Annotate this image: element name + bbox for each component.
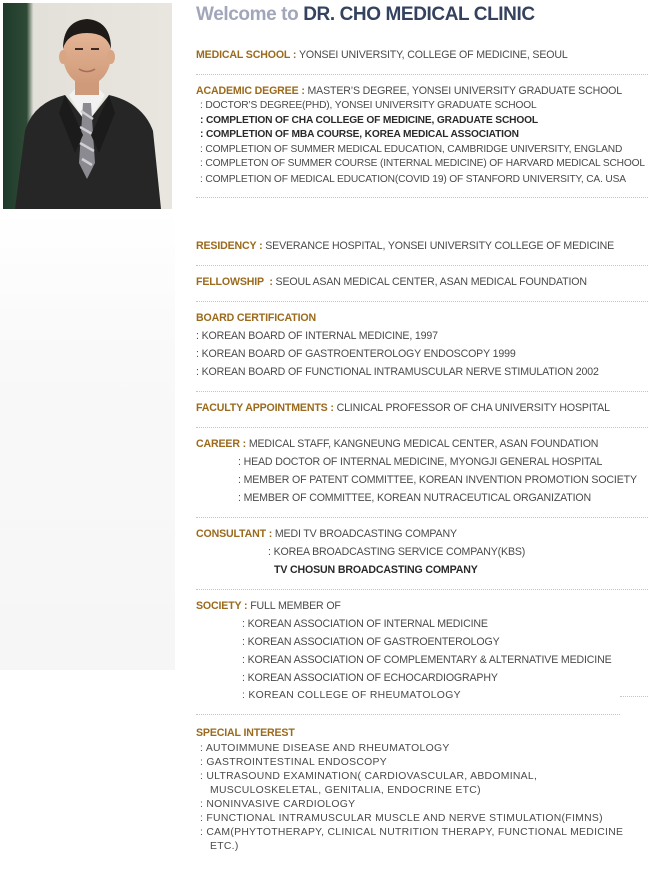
career-section: CAREER : MEDICAL STAFF, KANGNEUNG MEDICAL CENTER, ASAN FOUNDATION : HEAD DOCTOR OF INTERNAL MEDICINE, MYONGJI GENERAL HOSPITAL : MEMBER OF PATENT COMMITTEE, KOREAN INVENTION PROMOTION SOCIETY : MEMBER OF COMMITTEE, KOREAN NUTRACEUTICAL ORGANIZATION	[196, 435, 648, 507]
special-interest-item: FUNCTIONAL INTRAMUSCULAR MUSCLE AND NERVE STIMULATION(FIMNS)	[206, 813, 603, 824]
career-item: MEMBER OF PATENT COMMITTEE, KOREAN INVENTION PROMOTION SOCIETY	[243, 474, 637, 486]
section-divider	[196, 714, 620, 715]
board-certification-label: BOARD CERTIFICATION	[196, 312, 316, 324]
faculty-text: CLINICAL PROFESSOR OF CHA UNIVERSITY HOSPITAL	[336, 402, 610, 414]
medical-school-text: YONSEI UNIVERSITY, COLLEGE OF MEDICINE, SEOUL	[299, 49, 568, 61]
doctor-portrait-photo	[3, 3, 172, 209]
consultant-first: MEDI TV BROADCASTING COMPANY	[274, 528, 457, 540]
society-label: SOCIETY	[196, 600, 242, 612]
consultant-second: KOREA BROADCASTING SERVICE COMPANY(KBS)	[273, 546, 526, 558]
fellowship-section: FELLOWSHIP : SEOUL ASAN MEDICAL CENTER, ASAN MEDICAL FOUNDATION	[196, 273, 648, 291]
welcome-text: Welcome to	[196, 4, 299, 25]
board-item: KOREAN BOARD OF INTERNAL MEDICINE, 1997	[201, 330, 438, 342]
residency-text: SEVERANCE HOSPITAL, YONSEI UNIVERSITY COLLEGE OF MEDICINE	[265, 240, 615, 252]
career-item: HEAD DOCTOR OF INTERNAL MEDICINE, MYONGJI GENERAL HOSPITAL	[243, 456, 603, 468]
academic-degree-item: COMPLETON OF SUMMER COURSE (INTERNAL MEDICINE) OF HARVARD MEDICAL SCHOOL	[205, 158, 645, 169]
society-item: KOREAN ASSOCIATION OF ECHOCARDIOGRAPHY	[247, 672, 498, 684]
residency-section: RESIDENCY : SEVERANCE HOSPITAL, YONSEI UNIVERSITY COLLEGE OF MEDICINE	[196, 237, 648, 255]
academic-degree-item: COMPLETION OF CHA COLLEGE OF MEDICINE, GRADUATE SCHOOL	[205, 114, 538, 126]
academic-degree-label: ACADEMIC DEGREE	[196, 85, 299, 97]
society-item: KOREAN COLLEGE OF RHEUMATOLOGY	[248, 690, 461, 701]
clinic-name: DR. CHO MEDICAL CLINIC	[303, 4, 535, 25]
page-title	[196, 4, 535, 26]
career-first: MEDICAL STAFF, KANGNEUNG MEDICAL CENTER, ASAN FOUNDATION	[248, 438, 599, 450]
academic-degree-first: MASTER’S DEGREE, YONSEI UNIVERSITY GRADUATE SCHOOL	[307, 85, 622, 97]
medical-school-label: MEDICAL SCHOOL	[196, 49, 291, 61]
special-interest-item: ULTRASOUND EXAMINATION( CARDIOVASCULAR, ABDOMINAL, MUSCULOSKELETAL, GENITALIA, ENDOCRINE ETC)	[206, 771, 538, 796]
society-first: FULL MEMBER OF	[250, 600, 341, 612]
special-interest-item: GASTROINTESTINAL ENDOSCOPY	[206, 757, 387, 768]
special-interest-item: CAM(PHYTOTHERAPY, CLINICAL NUTRITION THERAPY, FUNCTIONAL MEDICINE ETC.)	[206, 827, 624, 852]
consultant-label: CONSULTANT	[196, 528, 266, 540]
society-item: KOREAN ASSOCIATION OF COMPLEMENTARY & ALTERNATIVE MEDICINE	[247, 654, 612, 666]
consultant-section: CONSULTANT : MEDI TV BROADCASTING COMPANY : KOREA BROADCASTING SERVICE COMPANY(KBS) TV CHOSUN BROADCASTING COMPANY	[196, 525, 648, 579]
board-item: KOREAN BOARD OF GASTROENTEROLOGY ENDOSCOPY 1999	[201, 348, 516, 360]
academic-degree-item: DOCTOR’S DEGREE(PHD), YONSEI UNIVERSITY GRADUATE SCHOOL	[205, 100, 537, 111]
section-divider	[620, 696, 648, 697]
board-item: KOREAN BOARD OF FUNCTIONAL INTRAMUSCULAR NERVE STIMULATION 2002	[201, 366, 599, 378]
left-gradient-panel	[0, 210, 175, 670]
fellowship-text: SEOUL ASAN MEDICAL CENTER, ASAN MEDICAL FOUNDATION	[275, 276, 587, 288]
residency-label: RESIDENCY	[196, 240, 257, 252]
academic-degree-item: COMPLETION OF MBA COURSE, KOREA MEDICAL ASSOCIATION	[205, 129, 519, 140]
society-item: KOREAN ASSOCIATION OF INTERNAL MEDICINE	[247, 618, 488, 630]
special-interest-item: AUTOIMMUNE DISEASE AND RHEUMATOLOGY	[205, 743, 450, 754]
special-interest-section: SPECIAL INTEREST : AUTOIMMUNE DISEASE AND RHEUMATOLOGY : GASTROINTESTINAL ENDOSCOPY : ULTRASOUND EXAMINATION( CARDIOVASCULAR, ABDOMINAL, MUSCULOSKELETAL, GENITALIA, ENDOCRINE ETC) : NONINVASIVE CARDIOLOGY : FUNCTIONAL INTRAMUSCULAR MUSCLE AND NERVE STIMULATION(FIMNS) : CAM(PHYTOTHERAPY, CLINICAL NUTRITION THERAPY, FUNCTIONAL MEDICINE ETC.)	[196, 727, 624, 852]
society-section: SOCIETY : FULL MEMBER OF : KOREAN ASSOCIATION OF INTERNAL MEDICINE : KOREAN ASSOCIATION OF GASTROENTEROLOGY : KOREAN ASSOCIATION OF COMPLEMENTARY & ALTERNATIVE MEDICINE : KOREAN ASSOCIATION OF ECHOCARDIOGRAPHY : KOREAN COLLEGE OF RHEUMATOLOGY	[196, 600, 612, 701]
special-interest-label: SPECIAL INTEREST	[196, 727, 295, 739]
special-interest-item: NONINVASIVE CARDIOLOGY	[206, 799, 356, 810]
board-certification-section: BOARD CERTIFICATION : KOREAN BOARD OF INTERNAL MEDICINE, 1997 : KOREAN BOARD OF GASTROENTEROLOGY ENDOSCOPY 1999 : KOREAN BOARD OF FUNCTIONAL INTRAMUSCULAR NERVE STIMULATION 2002	[196, 309, 648, 381]
academic-degree-section: ACADEMIC DEGREE : MASTER’S DEGREE, YONSEI UNIVERSITY GRADUATE SCHOOL : DOCTOR’S DEGREE(PHD), YONSEI UNIVERSITY GRADUATE SCHOOL : COMPLETION OF CHA COLLEGE OF MEDICINE, GRADUATE SCHOOL : COMPLETION OF MBA COURSE, KOREA MEDICAL ASSOCIATION : COMPLETION OF SUMMER MEDICAL EDUCATION, CAMBRIDGE UNIVERSITY, ENGLAND : COMPLETON OF SUMMER COURSE (INTERNAL MEDICINE) OF HARVARD MEDICAL SCHOOL : COMPLETION OF MEDICAL EDUCATION(COVID 19) OF STANFORD UNIVERSITY, CA. USA	[196, 82, 648, 187]
doctor-portrait-image	[3, 3, 172, 209]
consultant-third: TV CHOSUN BROADCASTING COMPANY	[274, 564, 478, 576]
fellowship-label: FELLOWSHIP	[196, 276, 264, 288]
career-label: CAREER	[196, 438, 240, 450]
academic-degree-item: COMPLETION OF MEDICAL EDUCATION(COVID 19) OF STANFORD UNIVERSITY, CA. USA	[205, 174, 626, 185]
academic-degree-item: COMPLETION OF SUMMER MEDICAL EDUCATION, CAMBRIDGE UNIVERSITY, ENGLAND	[205, 143, 623, 155]
medical-school-section: MEDICAL SCHOOL : YONSEI UNIVERSITY, COLLEGE OF MEDICINE, SEOUL	[196, 46, 648, 64]
society-item: KOREAN ASSOCIATION OF GASTROENTEROLOGY	[247, 636, 500, 648]
faculty-appointments-section: FACULTY APPOINTMENTS : CLINICAL PROFESSOR OF CHA UNIVERSITY HOSPITAL	[196, 399, 648, 417]
faculty-label: FACULTY APPOINTMENTS	[196, 402, 328, 414]
career-item: MEMBER OF COMMITTEE, KOREAN NUTRACEUTICAL ORGANIZATION	[243, 492, 591, 504]
